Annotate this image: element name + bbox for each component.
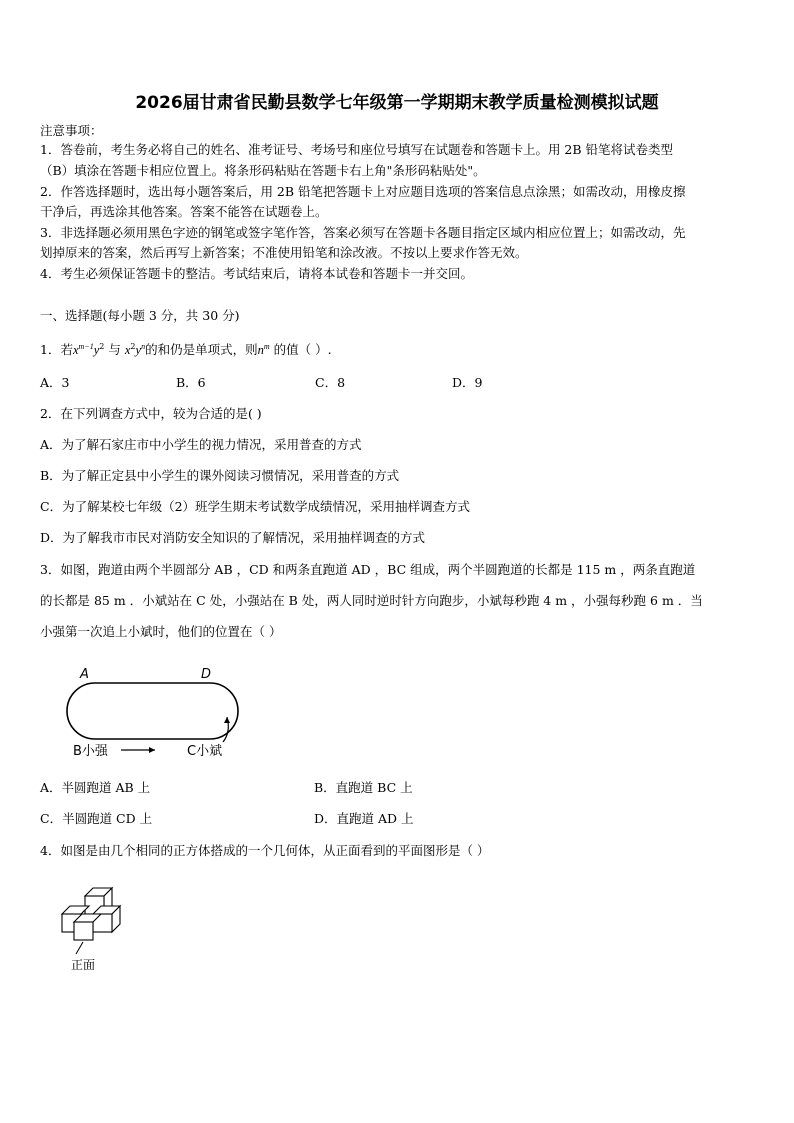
notice-line: 2．作答选择题时，选出每小题答案后，用 2B 铅笔把答题卡上对应题目选项的答案信息点涂黑；如需改动，用橡皮擦 bbox=[40, 184, 686, 199]
page-title: 2026届甘肃省民勤县数学七年级第一学期期末教学质量检测模拟试题 bbox=[135, 93, 659, 113]
cube-solid-figure bbox=[58, 882, 138, 976]
question-2-option-d: D．为了解我市市民对消防安全知识的了解情况，采用抽样调查的方式 bbox=[40, 530, 426, 545]
question-3-option-a: A．半圆跑道 AB 上 bbox=[40, 780, 151, 795]
notice-line: （B）填涂在答题卡相应位置上。将条形码粘贴在答题卡右上角"条形码粘贴处"。 bbox=[40, 163, 486, 178]
question-1-option-a: A．3 bbox=[40, 375, 70, 390]
question-3-stem-line: 3．如图，跑道由两个半圆部分 AB ，CD 和两条直跑道 AD ，BC 组成，两个半圆跑道的长都是 115 m ，两条直跑道 bbox=[40, 562, 696, 577]
question-1-option-d: D．9 bbox=[452, 375, 483, 390]
point-d-label: D bbox=[201, 667, 212, 682]
track-outline bbox=[67, 683, 238, 739]
notice-line: 划掉原来的答案，然后再写上新答案；不准使用铅笔和涂改液。不按以上要求作答无效。 bbox=[40, 245, 528, 260]
question-1-stem: 1．若$x^{m-1}y^2$ 与 $x^2y^n$的和仍是单项式，则$n^m$ 的值（ ）. bbox=[40, 342, 332, 358]
question-1-option-b: B．6 bbox=[176, 375, 206, 390]
question-2-option-c: C．为了解某校七年级（2）班学生期末考试数学成绩情况，采用抽样调查方式 bbox=[40, 499, 471, 514]
question-2-stem: 2．在下列调查方式中，较为合适的是( ) bbox=[40, 406, 262, 421]
point-b-label: B小强 bbox=[73, 744, 108, 759]
running-track-figure bbox=[55, 664, 255, 764]
question-4-stem: 4．如图是由几个相同的正方体搭成的一个几何体，从正面看到的平面图形是（ ） bbox=[40, 843, 490, 858]
question-3-option-d: D．直跑道 AD 上 bbox=[314, 811, 414, 826]
question-3-stem-line: 的长都是 85 m ．小斌站在 C 处，小强站在 B 处，两人同时逆时针方向跑步，小斌每秒跑 4 m ，小强每秒跑 6 m ．当 bbox=[40, 593, 703, 608]
front-view-label: 正面 bbox=[71, 958, 96, 972]
arrow-right-icon bbox=[149, 747, 155, 753]
question-2-option-a: A．为了解石家庄市中小学生的视力情况，采用普查的方式 bbox=[40, 437, 362, 452]
front-indicator-line bbox=[76, 942, 83, 954]
point-a-label: A bbox=[80, 667, 89, 682]
arrow-up-icon bbox=[224, 717, 230, 723]
question-3-option-c: C．半圆跑道 CD 上 bbox=[40, 811, 153, 826]
question-3-stem-line: 小强第一次追上小斌时，他们的位置在（ ） bbox=[40, 624, 282, 639]
notice-line: 1．答卷前，考生务必将自己的姓名、准考证号、考场号和座位号填写在试题卷和答题卡上。用 2B 铅笔将试卷类型 bbox=[40, 142, 674, 157]
question-3-option-b: B．直跑道 BC 上 bbox=[314, 780, 413, 795]
question-2-option-b: B．为了解正定县中小学生的课外阅读习惯情况，采用普查的方式 bbox=[40, 468, 400, 483]
point-c-label: C小斌 bbox=[187, 744, 223, 759]
section-heading: 一、选择题(每小题 3 分，共 30 分) bbox=[40, 308, 240, 323]
question-1-option-c: C．8 bbox=[315, 375, 346, 390]
notice-line: 干净后，再选涂其他答案。答案不能答在试题卷上。 bbox=[40, 204, 328, 219]
notice-heading: 注意事项： bbox=[40, 123, 103, 138]
notice-line: 3．非选择题必须用黑色字迹的钢笔或签字笔作答，答案必须写在答题卡各题目指定区域内相应位置上；如需改动，先 bbox=[40, 225, 686, 240]
notice-line: 4．考生必须保证答题卡的整洁。考试结束后，请将本试卷和答题卡一并交回。 bbox=[40, 266, 473, 281]
